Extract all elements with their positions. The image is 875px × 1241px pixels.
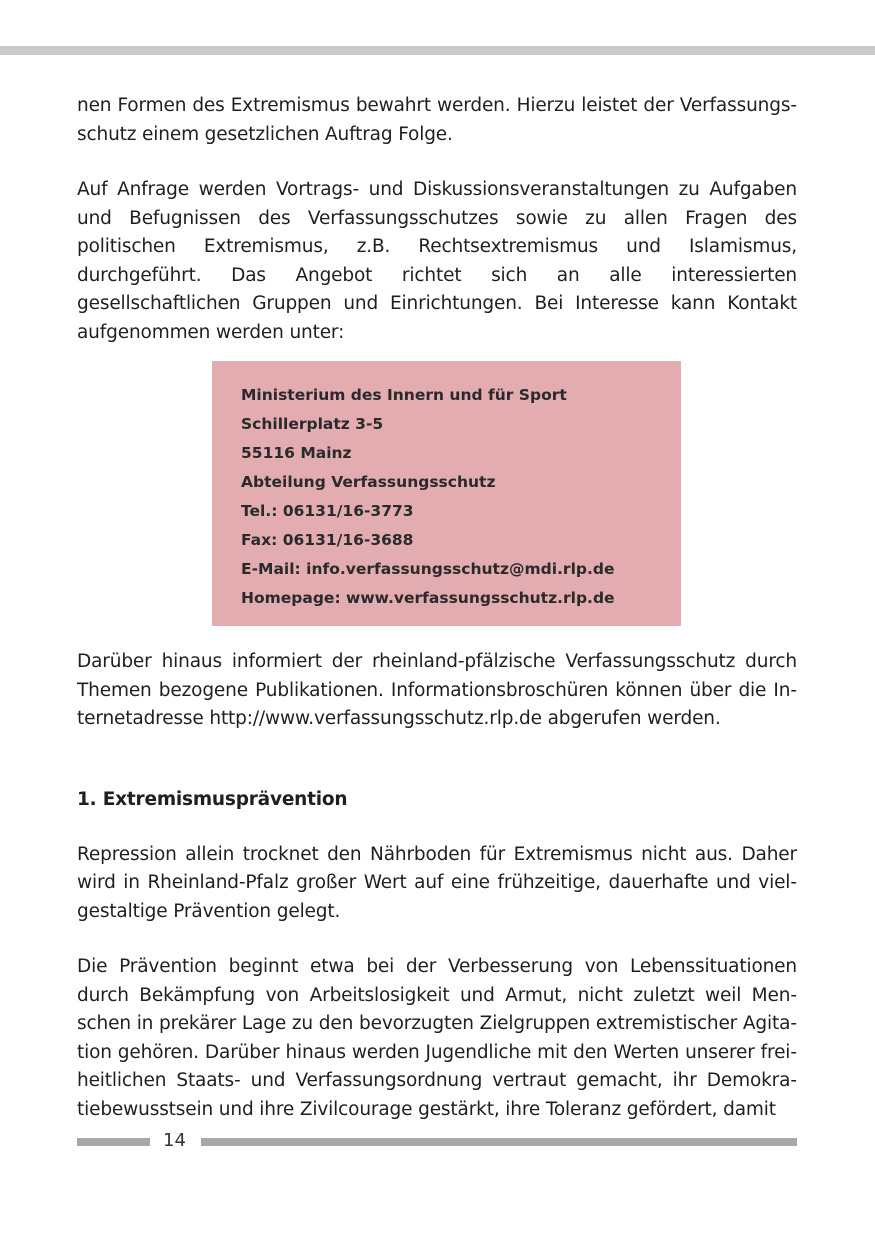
section-heading: 1. Extremismusprävention bbox=[77, 788, 348, 810]
footer-rule-right bbox=[201, 1138, 797, 1146]
page-number: 14 bbox=[163, 1130, 186, 1151]
contact-street: Schillerplatz 3-5 bbox=[241, 415, 384, 433]
paragraph-repression: Repression allein trocknet den Nährboden für Extremismus nicht aus. Daher wird in Rheinland-Pfalz großer Wert auf eine frühzeitige, dauerhafte und vielgestaltige Prävention gelegt. bbox=[77, 843, 797, 922]
footer-rule-left bbox=[77, 1138, 150, 1146]
paragraph-publications: Darüber hinaus informiert der rheinland-pfälzische Verfassungsschutz durch Themen bezogene Publikationen. Informationsbroschüren können über die Internetadresse http://www.verfassungsschutz.rlp.de abgerufen werden. bbox=[77, 651, 797, 729]
contact-email: E-Mail: info.verfassungsschutz@mdi.rlp.de bbox=[241, 560, 615, 578]
contact-organization: Ministerium des Innern und für Sport bbox=[241, 386, 567, 404]
contact-box bbox=[212, 361, 681, 626]
page-body bbox=[77, 92, 797, 1124]
paragraph-intro: nen Formen des Extremismus bewahrt werden. Hierzu leistet der Verfassungsschutz einem gesetzlichen Auftrag Folge. bbox=[77, 95, 797, 145]
paragraph-prevention: Die Prävention beginnt etwa bei der Verbesserung von Lebenssituationen durch Bekämpfung von Arbeitslosigkeit und Armut, nicht zuletzt weil Menschen in prekärer Lage zu den bevorzugten Zielgruppen extremistischer Agitation gehören. Darüber hinaus werden Jugendliche mit den Werten unserer freiheitlichen Staats- und Verfassungsordnung vertraut gemacht, ihr Demokratiebewusstsein und ihre Zivilcourage gestärkt, ihre Toleranz gefördert, damit bbox=[77, 956, 797, 1120]
contact-fax: Fax: 06131/16-3688 bbox=[241, 531, 414, 549]
contact-phone: Tel.: 06131/16-3773 bbox=[241, 502, 414, 520]
contact-department: Abteilung Verfassungsschutz bbox=[241, 473, 496, 491]
paragraph-lectures: Auf Anfrage werden Vortrags- und Diskussionsveranstaltungen zu Aufgaben und Befugnissen des Verfassungsschutzes sowie zu allen Fragen des politischen Extremismus, z.B. Rechtsextremismus und Islamismus, durchgeführt. Das Angebot richtet sich an alle interessierten gesellschaftlichen Gruppen und Einrichtungen. Bei Interesse kann Kontakt aufgenommen werden unter: bbox=[77, 179, 797, 343]
top-divider bbox=[0, 46, 875, 55]
contact-homepage: Homepage: www.verfassungsschutz.rlp.de bbox=[241, 589, 615, 607]
contact-city: 55116 Mainz bbox=[241, 444, 352, 462]
